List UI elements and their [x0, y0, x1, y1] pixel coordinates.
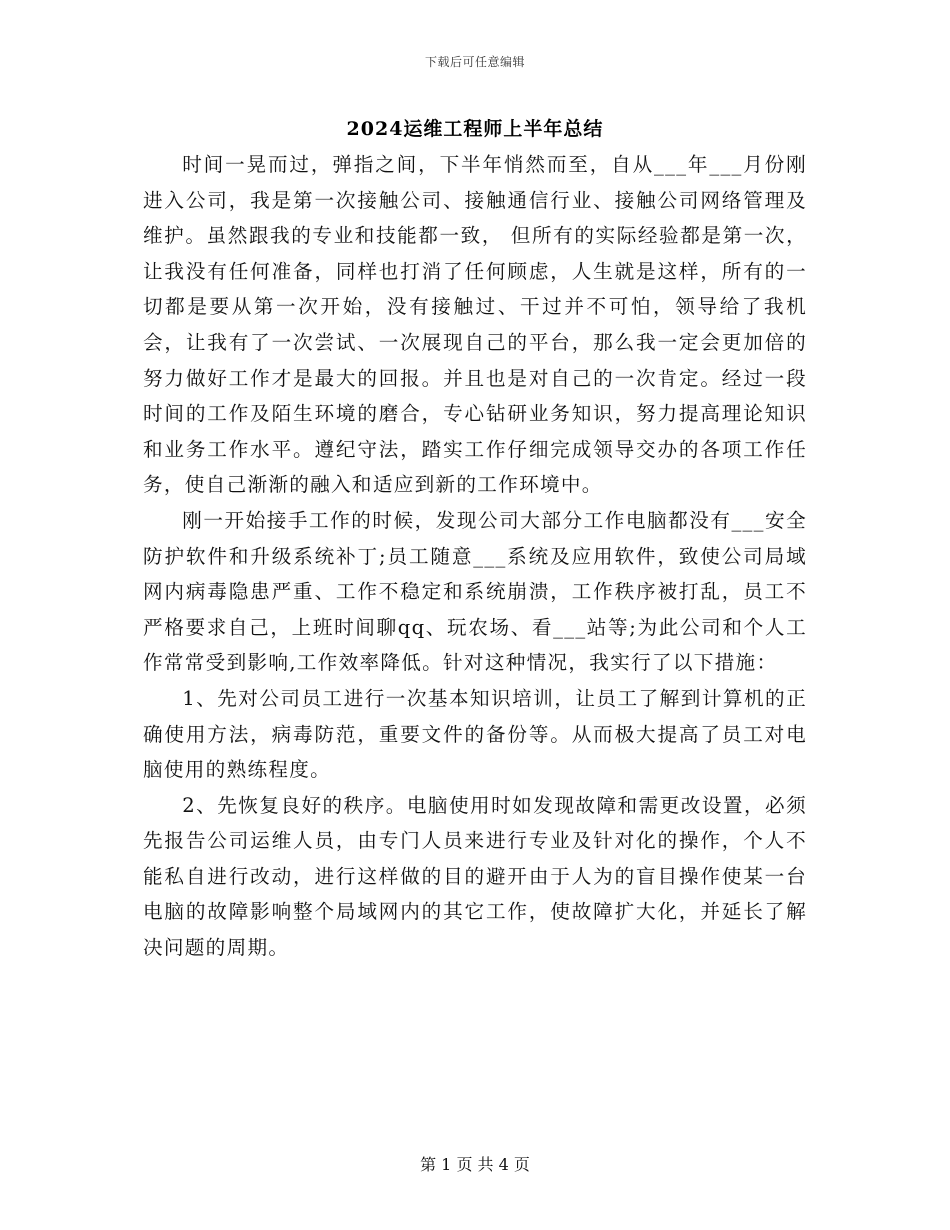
- paragraph-measure-2: 2、先恢复良好的秩序。电脑使用时如发现故障和需更改设置，必须先报告公司运维人员，由专门人员来进行专业及针对化的操作，个人不能私自进行改动，进行这样做的目的避开由于人为的盲目操作使某一台电脑的故障影响整个局域网内的其它工作，使故障扩大化，并延长了解决问题的周期。: [143, 793, 807, 960]
- paragraph-problems: 刚一开始接手工作的时候，发现公司大部分工作电脑都没有___安全防护软件和升级系统补丁;员工随意___系统及应用软件，致使公司局域网内病毒隐患严重、工作不稳定和系统崩溃，工作秩序被打乱，员工不严格要求自己，上班时间聊qq、玩农场、看___站等;为此公司和个人工作常常受到影响,工作效率降低。针对这种情况，我实行了以下措施：: [143, 508, 807, 675]
- paragraph-intro: 时间一晃而过，弹指之间，下半年悄然而至，自从___年___月份刚进入公司，我是第一次接触公司、接触通信行业、接触公司网络管理及维护。虽然跟我的专业和技能都一致， 但所有的实际经验都是第一次，让我没有任何准备，同样也打消了任何顾虑，人生就是这样，所有的一切都是要从第一次开始，没有接触过、干过并不可怕，领导给了我机会，让我有了一次尝试、一次展现自己的平台，那么我一定会更加倍的努力做好工作才是最大的回报。并且也是对自己的一次肯定。经过一段时间的工作及陌生环境的磨合，专心钻研业务知识，努力提高理论知识和业务工作水平。遵纪守法，踏实工作仔细完成领导交办的各项工作任务，使自己渐渐的融入和适应到新的工作环境中。: [143, 153, 807, 497]
- header-note: 下载后可任意编辑: [424, 55, 525, 69]
- paragraph-measure-1: 1、先对公司员工进行一次基本知识培训，让员工了解到计算机的正确使用方法，病毒防范，重要文件的备份等。从而极大提高了员工对电脑使用的熟练程度。: [143, 686, 807, 782]
- document-title: 2024运维工程师上半年总结: [346, 118, 604, 140]
- document-body: [143, 147, 807, 966]
- page-number: 第 1 页 共 4 页: [420, 1155, 530, 1174]
